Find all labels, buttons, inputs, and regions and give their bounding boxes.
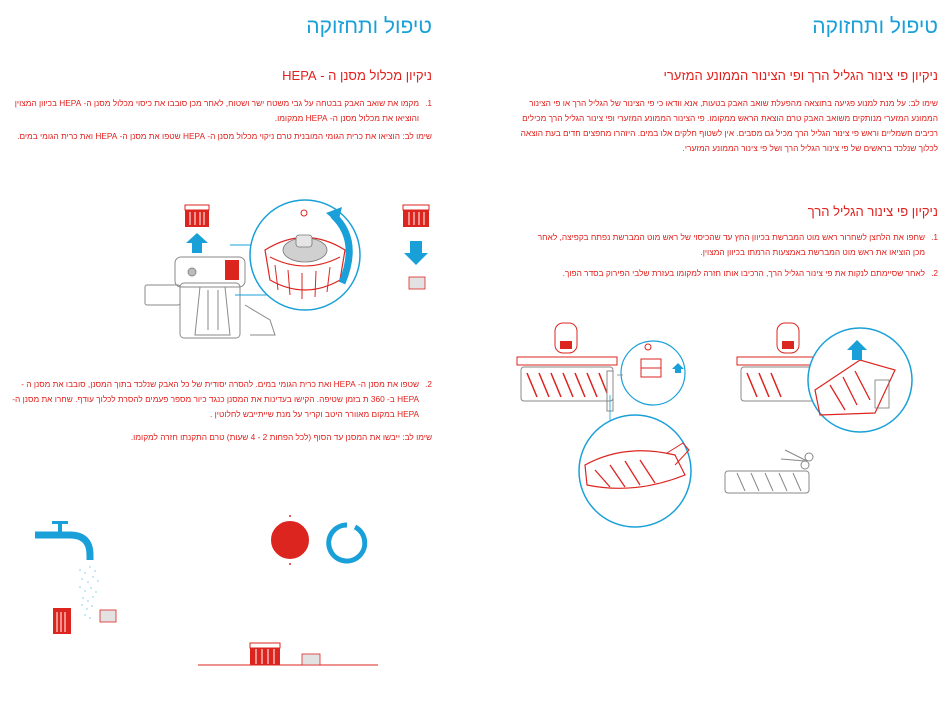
right-section-title: ניקיון פי צינור הגליל הרך ופי הצינור הממונע המזערי [663,68,938,83]
filter-icon [53,608,71,634]
roller-step-2 [528,266,938,281]
scissors-icon [781,450,813,469]
loupe-icon [250,200,360,310]
step-text: שטפו את מסנן ה- HEPA ואת כרית הגומי במים. להסרה יסודית של כל האבק שנלכד בתוך המסנן, סובבו את מסנן ה - HEPA ב- 360 ת בזמן שטיפה. הקישו בעדינות את המסנן כנגד כיור מספר פעמים להסרת לכלוך עודף. שחרו את מסנן ה- HEPA במקום מאוורר היטב וקריר על מנת שייתייבש לחלוטין . [12,379,420,419]
rubber-pad-icon [100,610,116,622]
step-text: מקמו את שואב האבק בבטחה על גבי משטח ישר ושטוח, לאחר מכן סובבו את כיסוי מכלול מסנן ה- HEPA בכיוון המצוין והוציאו את מכלול מסנן ה- HEPA ממקומו. [14,98,420,123]
roller-head-icon [517,323,617,411]
hepa-step-1 [7,96,432,126]
roller-step-1 [528,230,938,260]
right-intro-note: שימו לב: על מנת למנוע פגיעה בתוצאה מהפעלת שואב האבק בטעות, אנא וודאו כי פי הצינור של הגליל הרך או פי הצינור הממונע המזערי מנותקים משואב האבק טרם הוצאת הראש ממקומו. פי הצינור הממונע המזערי ופי צינור הגליל הרך מכילים רכיבים חשמליים וראש פי צינור הגליל הרך מכיל גם מסבים. אין לשטוף חלקים אלו במים. היזהרו מחפצים חדים בעת הוצאה לכלוך שנלכד בראשים של פי צינור הגליל הרך ושל פי צינור הממונע המזערי. [520,98,938,153]
roller-illustration [515,315,940,525]
step-number: 2. [931,268,938,278]
step-number: 1. [425,98,432,108]
step-text: שחפו את הלחצן לשחרור ראש מוט המברשת בכיוון החץ עד שהכיסוי של ראש מוט המברשת נפתח בקפיצה, לאחר מכן הוציאו את ראש מוט המברשת באמצעות הרמתו בכיוון המצוין. [537,232,926,257]
cycle-icon [329,525,365,561]
arrow-down-icon [404,241,428,265]
loupe-icon [579,415,691,527]
filter-icon [403,205,429,227]
hepa-note-2: שימו לב: ייבשו את המסנן עד הסוף (לכל הפחות 2 - 4 שעות) טרם התקנתו חזרה למקומו. [130,432,432,442]
faucet-icon [35,521,99,619]
rubber-pad-icon [409,277,425,289]
step-text: לאחר שסיימתם לנקות את פי צינור הגליל הרך, הרכיבו אותו חזרה למקומו בעזרת שלבי הפירוק בסדר הפוך. [562,268,926,278]
soft-roller-subsection-title: ניקיון פי צינור הגליל הרך [807,204,938,219]
hepa-section-title: ניקיון מכלול מסנן ה - HEPA [282,68,432,83]
loupe-icon [808,328,912,432]
hepa-step-2 [7,377,432,422]
step-number: 1. [931,232,938,242]
step-number: 2. [425,379,432,389]
hepa-note-1: שימו לב: הוציאו את כרית הגומי המובנית טרם ניקוי מכלול מסנן ה- HEPA שטפו את מסנן ה- HEPA ואת כרית הגומי במים. [17,131,432,141]
arrow-up-icon [186,233,208,253]
sun-icon [270,520,310,560]
filter-icon [185,205,209,227]
filter-removal-illustration [130,195,440,350]
left-page-title: טיפול ותחזוקה [306,15,432,38]
roller-icon [725,471,809,493]
rubber-pad-icon [302,654,320,665]
right-page-title: טיפול ותחזוקה [812,15,938,38]
right-page [475,0,950,702]
wash-dry-illustration [30,515,390,675]
filter-icon [250,643,280,665]
